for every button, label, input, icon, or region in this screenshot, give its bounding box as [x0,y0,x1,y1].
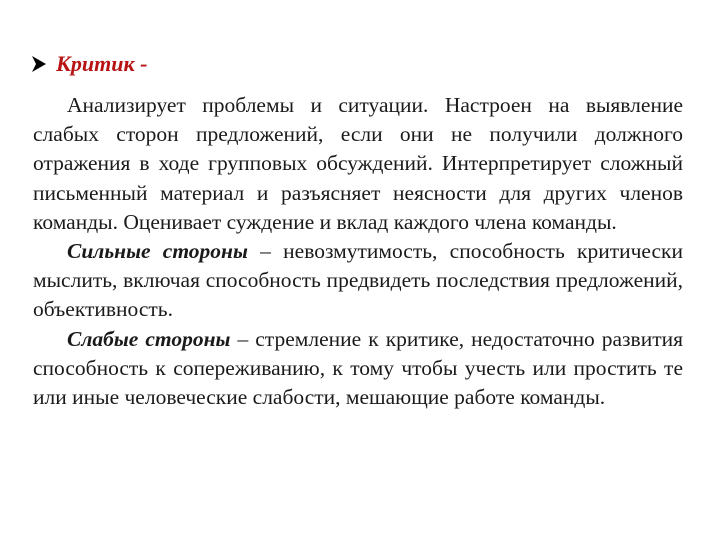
weaknesses-paragraph [33,325,683,413]
strengths-term: Сильные стороны [67,239,248,264]
intro-paragraph: Анализирует проблемы и ситуации. Настроен на выявление слабых сторон предложений, если они не получили должного отражения в ходе групповых обсуждений. Интерпретирует сложный письменный материал и разъясняет неясности для других членов команды. Оценивает суждение и вклад каждого члена команды. [33,93,683,234]
section-heading [30,50,147,78]
strengths-text: – невозмутимость, способность критически мыслить, включая способность предвидеть последствия предложений, объективность. [33,239,683,322]
description-text [33,91,683,412]
arrow-bullet-icon [30,54,48,74]
strengths-paragraph [33,237,683,325]
heading-title: Критик - [56,51,148,76]
weaknesses-term: Слабые стороны [67,326,231,351]
weaknesses-text: – стремление к критике, недостаточно развития способность к сопереживанию, к тому чтобы учесть или простить те или иные человеческие слабости, мешающие работе команды. [33,326,683,410]
